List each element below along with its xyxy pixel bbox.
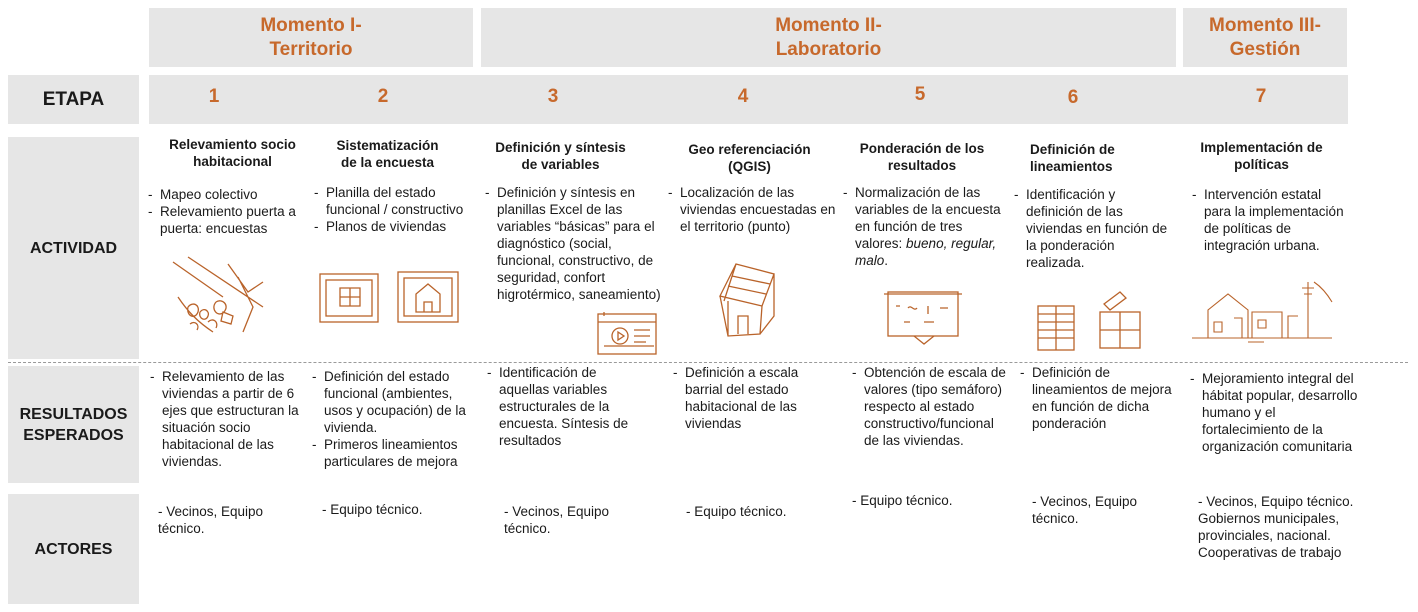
activity-5-text-a: Normalización de las variables de la encuesta en función de tres valores: xyxy=(855,185,1001,251)
activity-5-text-c: . xyxy=(884,253,889,268)
activity-title-1 xyxy=(150,136,315,170)
divider-dashed xyxy=(8,362,1408,363)
activity-title-2 xyxy=(310,137,465,171)
activity-item: - Planilla del estado funcional / constructivo xyxy=(314,184,482,218)
step-5: 5 xyxy=(914,84,926,105)
activity-item: - Relevamiento puerta a puerta: encuestas xyxy=(148,203,308,237)
result-item: - Mejoramiento integral del hábitat popular, desarrollo humano y el fortalecimiento de la organización comunitaria xyxy=(1190,370,1358,455)
activity-title-4 xyxy=(672,141,827,175)
momento-3-header xyxy=(1183,8,1347,67)
result-item: - Definición a escala barrial del estado habitacional de las viviendas xyxy=(673,364,823,432)
result-item: - Primeros lineamientos particulares de mejora xyxy=(312,436,472,470)
momento-3-line2: Gestión xyxy=(1229,38,1301,60)
activity-title-3 xyxy=(478,139,643,173)
row-label-resultados xyxy=(8,366,139,483)
activity-title-7-l1: Implementación de xyxy=(1200,140,1323,155)
step-4: 4 xyxy=(737,86,749,107)
activity-title-3-l1: Definición y síntesis xyxy=(495,140,626,155)
activity-title-7 xyxy=(1184,139,1339,173)
actors-7: - Vecinos, Equipo técnico. Gobiernos municipales, provinciales, nacional. Cooperativas de trabajo xyxy=(1198,494,1354,560)
actors-3: - Vecinos, Equipo técnico. xyxy=(504,504,610,536)
result-item: - Definición del estado funcional (ambientes, usos y ocupación) de la vivienda. xyxy=(312,368,472,436)
momento-1-line1: Momento I- xyxy=(260,14,362,36)
result-item: - Obtención de escala de valores (tipo semáforo) respecto al estado constructivo/funcional de las viviendas. xyxy=(852,364,1012,449)
activity-5-text-b: bueno, regular, malo xyxy=(855,236,997,268)
step-1: 1 xyxy=(208,86,220,107)
activity-title-6-l1: Definición de xyxy=(1030,142,1115,157)
actors-6: - Vecinos, Equipo técnico. xyxy=(1032,494,1138,526)
activity-list-4 xyxy=(668,184,838,235)
activity-list-3 xyxy=(485,184,665,303)
activity-list-2 xyxy=(314,184,482,235)
activity-title-3-l2: de variables xyxy=(521,157,600,172)
activity-title-1-l2: habitacional xyxy=(193,154,272,169)
result-item: - Definición de lineamientos de mejora en función de dicha ponderación xyxy=(1020,364,1175,432)
row-label-actividad: ACTIVIDAD xyxy=(8,137,139,359)
momento-1-line2: Territorio xyxy=(269,38,353,60)
sketch-mapping-icon xyxy=(168,252,268,347)
row-label-resultados-2: ESPERADOS xyxy=(23,426,124,444)
activity-title-5-l2: resultados xyxy=(887,158,957,173)
result-item: - Identificación de aquellas variables estructurales de la encuesta. Síntesis de resultados xyxy=(487,364,647,449)
activity-list-6 xyxy=(1014,186,1174,271)
activity-title-6 xyxy=(1030,141,1140,175)
results-3 xyxy=(487,364,647,449)
activity-list-5 xyxy=(843,184,1013,269)
results-4 xyxy=(673,364,823,432)
sketch-house-3d-icon xyxy=(714,256,784,341)
row-label-resultados-1: RESULTADOS xyxy=(19,405,128,423)
sketch-urban-house-icon xyxy=(1188,278,1338,346)
row-label-actores: ACTORES xyxy=(8,494,139,604)
activity-item: - Mapeo colectivo xyxy=(148,186,308,203)
results-5 xyxy=(852,364,1012,449)
step-3: 3 xyxy=(547,86,559,107)
step-6: 6 xyxy=(1067,87,1079,108)
activity-item: - Definición y síntesis en planillas Excel de las variables “básicas” para el diagnóstico (social, funcional, constructivo, de seguridad, confort higrotérmico, saneamiento) xyxy=(485,184,665,303)
activity-title-5-l1: Ponderación de los xyxy=(859,141,985,156)
activity-list-7 xyxy=(1192,186,1347,254)
sketch-spreadsheet-icon xyxy=(596,308,660,358)
activity-item: - Identificación y definición de las viviendas en función de la ponderación realizada. xyxy=(1014,186,1174,271)
activity-title-6-l2: lineamientos xyxy=(1030,159,1113,174)
activity-list-1 xyxy=(148,186,308,237)
activity-title-2-l2: de la encuesta xyxy=(340,155,435,170)
activity-title-2-l1: Sistematización xyxy=(336,138,439,153)
momento-1-header xyxy=(149,8,473,67)
results-1 xyxy=(150,368,318,470)
step-2: 2 xyxy=(377,86,389,107)
momento-2-header xyxy=(481,8,1176,67)
activity-title-4-l2: (QGIS) xyxy=(728,159,771,174)
activity-item xyxy=(843,184,1013,269)
momento-2-line2: Laboratorio xyxy=(775,38,882,60)
activity-item: - Intervención estatal para la implementación de políticas de integración urbana. xyxy=(1192,186,1347,254)
actors-4: - Equipo técnico. xyxy=(686,504,787,519)
step-7: 7 xyxy=(1255,86,1267,107)
actors-5: - Equipo técnico. xyxy=(852,493,953,508)
row-label-etapa: ETAPA xyxy=(8,75,139,124)
result-item: - Relevamiento de las viviendas a partir de 6 ejes que estructuran la situación socio habitacional de las viviendas. xyxy=(150,368,318,470)
actors-2: - Equipo técnico. xyxy=(322,502,423,517)
results-6 xyxy=(1020,364,1175,432)
momento-2-line1: Momento II- xyxy=(775,14,882,36)
sketch-evaluation-board-icon xyxy=(884,286,964,346)
momento-3-line1: Momento III- xyxy=(1209,14,1321,36)
activity-title-1-l1: Relevamiento socio xyxy=(169,137,296,152)
activity-item: - Localización de las viviendas encuestadas en el territorio (punto) xyxy=(668,184,838,235)
activity-title-7-l2: políticas xyxy=(1234,157,1289,172)
results-2 xyxy=(312,368,472,470)
activity-title-5 xyxy=(842,140,1002,174)
sketch-floorplans-icon xyxy=(318,268,468,328)
activity-item: - Planos de viviendas xyxy=(314,218,482,235)
results-7 xyxy=(1190,370,1358,455)
actors-1: - Vecinos, Equipo técnico. xyxy=(158,504,264,536)
activity-title-4-l1: Geo referenciación xyxy=(688,142,811,157)
sketch-guidelines-icon xyxy=(1034,290,1144,352)
